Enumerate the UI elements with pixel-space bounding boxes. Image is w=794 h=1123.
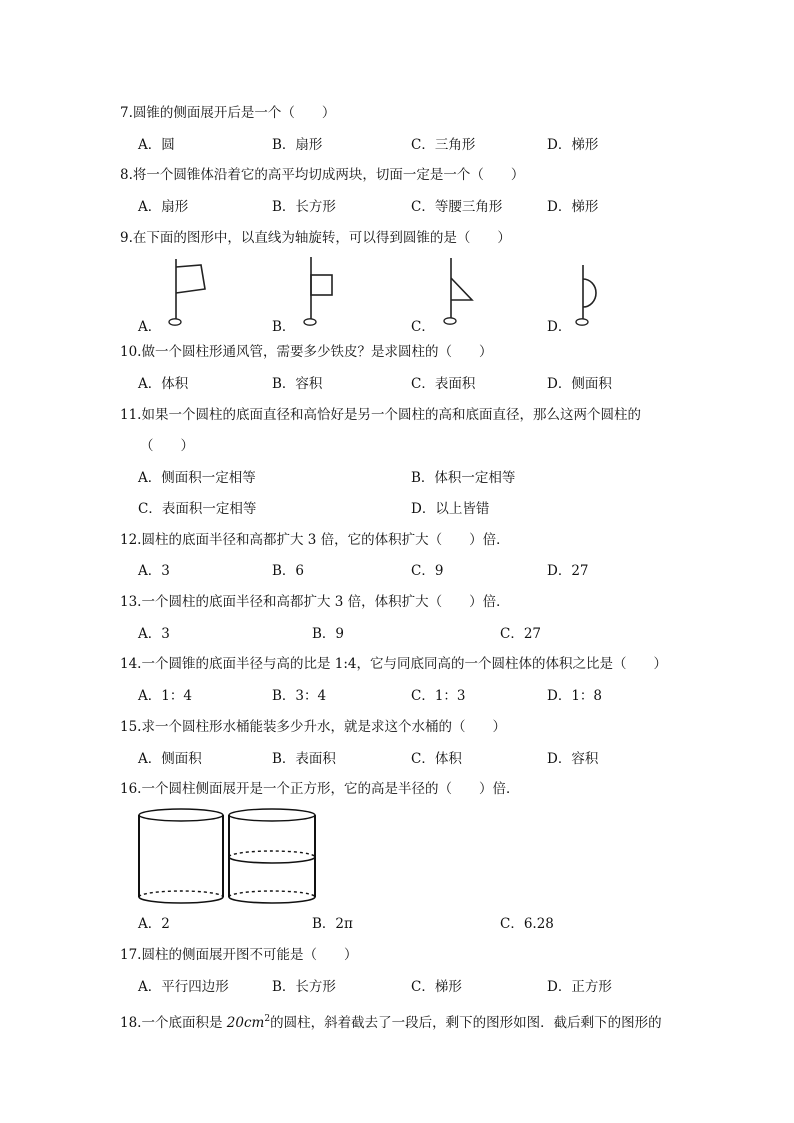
question-number: 13. [120,594,142,610]
option-c: C．1：3 [411,688,466,704]
option-d: D．梯形 [547,137,599,153]
option-b: B．6 [272,563,305,579]
question-text: 圆锥的侧面展开后是一个（ ） [132,105,336,121]
option-d: D．容积 [547,751,599,767]
option-b: B．表面积 [272,751,336,767]
question-13 [120,593,510,611]
question-number: 14. [120,656,142,672]
option-c: C．27 [500,626,542,642]
question-8 [120,166,524,184]
option-c: C．三角形 [411,137,476,153]
option-d: D．以上皆错 [411,501,490,517]
option-a: A．扇形 [138,199,189,215]
question-number: 18. [120,1015,142,1031]
area-value: 20 [226,1015,244,1031]
question-17 [120,946,357,964]
question-9 [120,229,511,247]
question-text: 一个圆柱侧面展开是一个正方形，它的高是半径的（ ）倍． [141,781,520,797]
rotation-figure-c [440,256,490,328]
question-7 [120,104,335,122]
question-text: 做一个圆柱形通风管，需要多少铁皮？是求圆柱的（ ） [141,344,493,360]
option-c: C．等腰三角形 [411,199,503,215]
question-11-continued: （ ） [140,438,194,454]
question-number: 15. [120,719,142,735]
option-d: D．侧面积 [547,376,612,392]
area-unit-exponent: 2 [264,1014,271,1024]
question-number: 8. [120,167,133,183]
question-text-pre: 一个底面积是 [141,1015,227,1031]
option-a: A．3 [138,563,170,579]
question-number: 11. [120,407,142,423]
option-b: B． [272,319,296,335]
question-16 [120,780,519,798]
option-a: A．侧面积一定相等 [138,470,256,486]
question-number: 7. [120,105,133,121]
question-12 [120,531,510,549]
option-c: C．6.28 [500,916,554,932]
rotation-figure-a [164,257,214,329]
question-number: 17. [120,947,142,963]
option-d: D．梯形 [547,199,599,215]
question-10 [120,343,492,361]
option-d: D． [547,319,572,335]
option-c: C．体积 [411,751,462,767]
area-unit: cm [243,1015,265,1031]
question-text: 在下面的图形中，以直线为轴旋转，可以得到圆锥的是（ ） [132,230,511,246]
question-text: 一个圆锥的底面半径与高的比是 1:4，它与同底同高的一个圆柱体的体积之比是（ ） [141,656,668,672]
question-text: 圆柱的底面半径和高都扩大 3 倍，它的体积扩大（ ）倍． [141,532,510,548]
option-b: B．9 [312,626,345,642]
cylinders-figure [136,806,322,908]
option-a: A．1：4 [138,688,192,704]
rotation-figure-d [574,259,614,329]
option-c: C． [411,319,435,335]
question-15 [120,718,506,736]
option-c: C．梯形 [411,979,462,995]
question-11 [120,406,641,424]
option-b: B．2π [312,916,353,932]
question-number: 9. [120,230,133,246]
option-a: A． [138,319,162,335]
option-a: A．3 [138,626,170,642]
option-a: A．平行四边形 [138,979,229,995]
question-text: 圆柱的侧面展开图不可能是（ ） [141,947,358,963]
option-a: A．圆 [138,137,175,153]
option-a: A．侧面积 [138,751,202,767]
question-number: 10. [120,344,142,360]
option-b: B．长方形 [272,979,336,995]
option-d: D．27 [547,563,589,579]
option-d: D．1：8 [547,688,603,704]
option-a: A．2 [138,916,170,932]
question-number: 12. [120,532,142,548]
question-text: 求一个圆柱形水桶能装多少升水，就是求这个水桶的（ ） [141,719,506,735]
option-c: C．表面积 [411,376,476,392]
option-b: B．体积一定相等 [411,470,516,486]
question-text: 一个圆柱的底面半径和高都扩大 3 倍，体积扩大（ ）倍． [141,594,510,610]
option-b: B．3：4 [272,688,327,704]
option-c: C．表面积一定相等 [138,501,257,517]
option-b: B．扇形 [272,137,323,153]
question-text: 如果一个圆柱的底面直径和高恰好是另一个圆柱的高和底面直径，那么这两个圆柱的 [141,407,641,423]
option-c: C．9 [411,563,444,579]
option-d: D．正方形 [547,979,612,995]
question-text-post: 的圆柱，斜着截去了一段后，剩下的图形如图．截后剩下的图形的 [270,1015,662,1031]
option-b: B．容积 [272,376,323,392]
question-text: 将一个圆锥体沿着它的高平均切成两块，切面一定是一个（ ） [132,167,525,183]
question-14 [120,655,667,673]
question-number: 16. [120,781,142,797]
option-b: B．长方形 [272,199,336,215]
question-18 [120,1010,662,1032]
option-a: A．体积 [138,376,189,392]
rotation-figure-b [301,255,351,329]
